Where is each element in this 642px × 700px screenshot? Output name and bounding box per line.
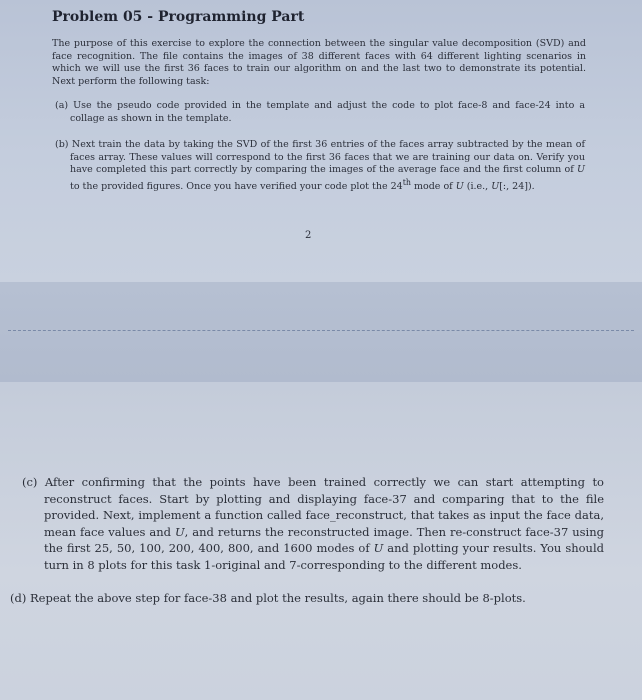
u-expression: U — [491, 180, 500, 192]
problem-title: Problem 05 - Programming Part — [52, 9, 305, 25]
part-d — [10, 590, 610, 607]
part-b-text-4: (i.e., — [463, 180, 492, 192]
part-c — [22, 474, 604, 573]
page-number: 2 — [305, 230, 312, 241]
part-a-marker: (a) — [55, 100, 69, 111]
part-c-text-3: and plotting your results. You should turn in 8 plots for this task 1-original and 7-corresponding to the different modes. — [44, 541, 604, 572]
part-c-marker: (c) — [22, 475, 38, 489]
superscript-th: th — [402, 177, 411, 187]
part-b-text-5: [:, 24]). — [499, 180, 535, 192]
part-c-text: After confirming that the points have been trained correctly we can start attempting to reconstruct faces. Start by plotting and displaying face-37 and comparing that to the file provided. Next, implement a function called face_reconstruct, that takes as input the face data, mean face values and — [44, 475, 604, 539]
part-b — [55, 139, 585, 193]
u-symbol: U — [455, 180, 464, 192]
u-symbol: U — [576, 164, 585, 175]
u-symbol: U — [373, 541, 384, 555]
part-d-marker: (d) — [10, 591, 27, 605]
part-b-text: Next train the data by taking the SVD of the first 36 entries of the faces array subtracted by the mean of faces array. These values will correspond to the first 36 faces that we are training our data on. Verify you have completed this part correctly by comparing the images of the average face and the first column of — [70, 139, 585, 175]
part-c-text-2: , and returns the reconstructed image. Then re-construct face-37 using the first 25, 50, 100, 200, 400, 800, and 1600 modes of — [44, 524, 604, 555]
part-d-text: Repeat the above step for face-38 and plot the results, again there should be 8-plots. — [30, 591, 526, 605]
part-b-marker: (b) — [55, 139, 69, 150]
page-break-divider — [8, 330, 634, 331]
u-symbol: U — [174, 524, 185, 539]
part-a — [55, 100, 585, 125]
part-b-text-3: mode of — [410, 180, 456, 192]
problem-intro: The purpose of this exercise to explore the connection between the singular value decomposition (SVD) and face recognition. The file contains the images of 38 different faces with 64 different lighting scenarios in which we will use the first 36 faces to train our algorithm on and the last two to demonstrate its potential. Next perform the following task: — [52, 38, 586, 87]
part-a-text: Use the pseudo code provided in the template and adjust the code to plot face-8 and face-24 into a collage as shown in the template. — [70, 100, 585, 124]
page-gap — [0, 282, 642, 382]
part-b-text-2: to the provided figures. Once you have verified your code plot the 24 — [70, 180, 403, 192]
